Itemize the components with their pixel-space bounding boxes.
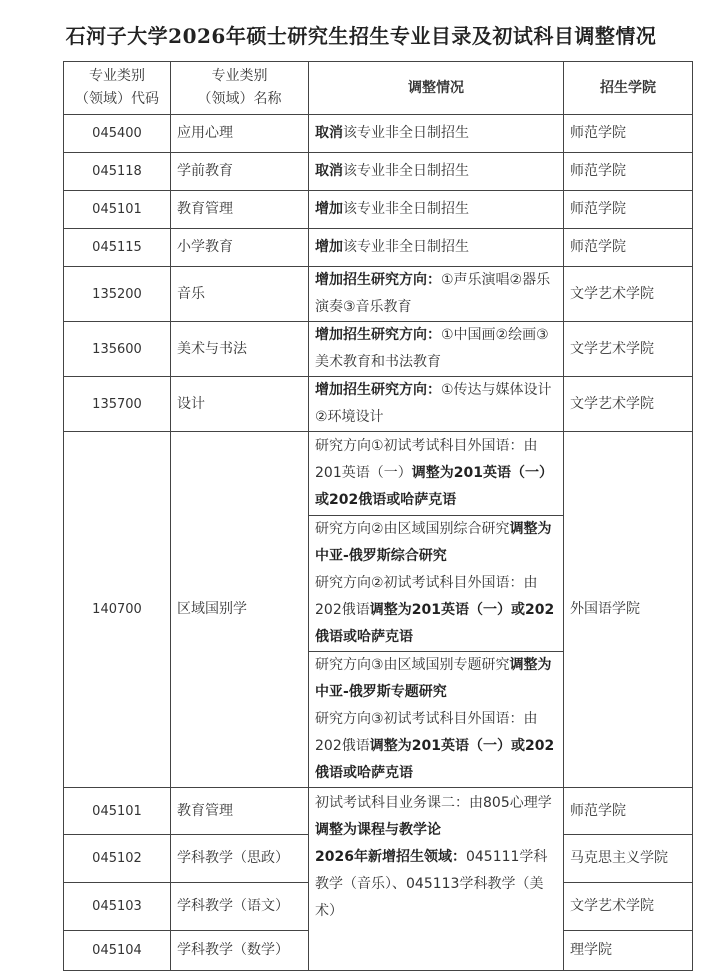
adjustment-table (63, 61, 693, 971)
teaching-adjustment-1-text: 初试考试科目业务课二：由805心理学 (315, 795, 552, 811)
college-cell: 师范学院 (564, 229, 693, 267)
adjustment-action: 增加招生研究方向： (315, 382, 441, 398)
header-code-line2: （领域）代码 (75, 91, 159, 107)
direction-2-part-b (315, 570, 557, 651)
college-cell: 师范学院 (564, 788, 693, 835)
adjustment-cell (309, 115, 564, 153)
code-cell: 045101 (64, 788, 171, 835)
teaching-adjustment-2 (315, 844, 557, 925)
header-adjustment: 调整情况 (309, 62, 564, 115)
code-cell: 045115 (64, 229, 171, 267)
adjustment-action: 取消 (315, 125, 343, 141)
adjustment-action: 取消 (315, 163, 343, 179)
header-name-line1: 专业类别 (211, 68, 268, 84)
adjustment-text: ①声乐演唱②器乐演奏③音乐教育 (315, 272, 551, 315)
table-row (64, 377, 693, 432)
code-cell: 135700 (64, 377, 171, 432)
college-cell: 文学艺术学院 (564, 267, 693, 322)
header-code-line1: 专业类别 (89, 68, 145, 84)
adjustment-text: 该专业非全日制招生 (343, 201, 469, 217)
direction-1-cell (309, 432, 564, 516)
code-cell: 135200 (64, 267, 171, 322)
direction-2-part-a (315, 516, 557, 570)
name-cell: 应用心理 (171, 115, 309, 153)
direction-2a-text: 研究方向②由区域国别综合研究 (315, 521, 510, 537)
direction-2b-change: 调整为201英语（一）或202俄语或哈萨克语 (315, 602, 555, 645)
teaching-adjustment-1 (315, 790, 557, 844)
college-cell: 外国语学院 (564, 432, 693, 788)
adjustment-text: 该专业非全日制招生 (343, 125, 469, 141)
college-cell: 师范学院 (564, 191, 693, 229)
adjustment-cell (309, 377, 564, 432)
header-name (171, 62, 309, 115)
name-cell: 美术与书法 (171, 322, 309, 377)
direction-2b-text: 研究方向②初试考试科目外国语：由202俄语 (315, 575, 538, 618)
table-row (64, 788, 693, 835)
adjustment-action: 增加 (315, 239, 343, 255)
adjustment-cell (309, 229, 564, 267)
teaching-adjustment-cell (309, 788, 564, 971)
adjustment-text: 该专业非全日制招生 (343, 239, 469, 255)
name-cell: 学科教学（语文） (171, 883, 309, 931)
table-row (64, 229, 693, 267)
name-cell: 音乐 (171, 267, 309, 322)
direction-3-part-a (315, 652, 557, 706)
name-cell: 学科教学（数学） (171, 931, 309, 971)
direction-2-cell (309, 516, 564, 652)
direction-3b-text: 研究方向③初试考试科目外国语：由202俄语 (315, 711, 538, 754)
teaching-adjustment-2-label: 2026年新增招生领域： (315, 849, 466, 865)
table-row (64, 115, 693, 153)
adjustment-cell (309, 267, 564, 322)
name-cell: 区域国别学 (171, 432, 309, 788)
code-cell: 045104 (64, 931, 171, 971)
direction-1-change: 调整为201英语（一）或202俄语或哈萨克语 (315, 465, 553, 508)
direction-3b-change: 调整为201英语（一）或202俄语或哈萨克语 (315, 738, 555, 781)
name-cell: 学前教育 (171, 153, 309, 191)
code-cell: 045118 (64, 153, 171, 191)
table-row (64, 191, 693, 229)
code-cell: 045400 (64, 115, 171, 153)
table-header-row (64, 62, 693, 115)
direction-3a-text: 研究方向③由区域国别专题研究 (315, 657, 510, 673)
code-cell: 140700 (64, 432, 171, 788)
teaching-adjustment-1-change: 调整为课程与教学论 (315, 822, 441, 838)
header-code (64, 62, 171, 115)
adjustment-cell (309, 191, 564, 229)
college-cell: 师范学院 (564, 115, 693, 153)
college-cell: 文学艺术学院 (564, 377, 693, 432)
college-cell: 文学艺术学院 (564, 883, 693, 931)
direction-2a-change: 调整为中亚-俄罗斯综合研究 (315, 521, 552, 564)
code-cell: 045103 (64, 883, 171, 931)
name-cell: 学科教学（思政） (171, 835, 309, 883)
direction-1-text: 研究方向①初试考试科目外国语：由201英语（一） (315, 438, 538, 481)
adjustment-text: ①中国画②绘画③美术教育和书法教育 (315, 327, 549, 370)
adjustment-text: 该专业非全日制招生 (343, 163, 469, 179)
teaching-adjustment-2-text: 045111学科教学（音乐）、045113学科教学（美术） (315, 849, 548, 919)
table-row (64, 267, 693, 322)
table-row (64, 322, 693, 377)
adjustment-action: 增加 (315, 201, 343, 217)
adjustment-cell (309, 322, 564, 377)
college-cell: 马克思主义学院 (564, 835, 693, 883)
name-cell: 教育管理 (171, 788, 309, 835)
adjustment-action: 增加招生研究方向： (315, 272, 441, 288)
header-college: 招生学院 (564, 62, 693, 115)
college-cell: 文学艺术学院 (564, 322, 693, 377)
college-cell: 理学院 (564, 931, 693, 971)
table-row (64, 153, 693, 191)
name-cell: 教育管理 (171, 191, 309, 229)
adjustment-action: 增加招生研究方向： (315, 327, 441, 343)
college-cell: 师范学院 (564, 153, 693, 191)
name-cell: 小学教育 (171, 229, 309, 267)
adjustment-text: ①传达与媒体设计②环境设计 (315, 382, 552, 425)
direction-3-part-b (315, 706, 557, 787)
code-cell: 045101 (64, 191, 171, 229)
code-cell: 135600 (64, 322, 171, 377)
table-row-area-studies (64, 432, 693, 516)
page-title: 石河子大学2026年硕士研究生招生专业目录及初试科目调整情况 (65, 24, 657, 48)
name-cell: 设计 (171, 377, 309, 432)
adjustment-cell (309, 153, 564, 191)
direction-3-cell (309, 652, 564, 788)
code-cell: 045102 (64, 835, 171, 883)
header-name-line2: （领域）名称 (197, 91, 282, 107)
direction-3a-change: 调整为中亚-俄罗斯专题研究 (315, 657, 552, 700)
